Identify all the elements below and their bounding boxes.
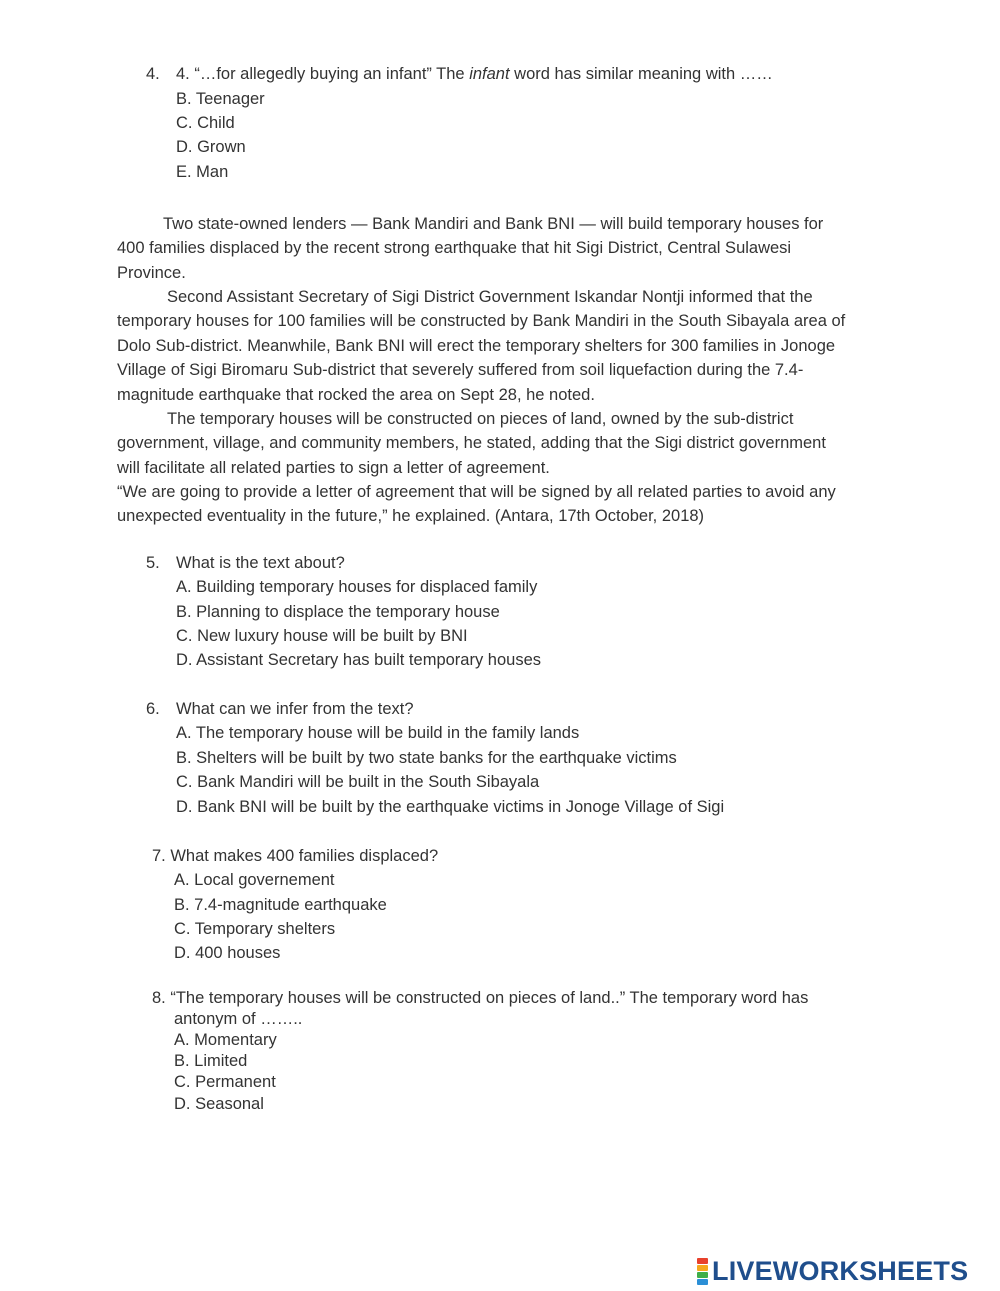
question-5-option[interactable]: D. Assistant Secretary has built temporary houses — [176, 651, 541, 669]
question-4-option[interactable]: D. Grown — [176, 138, 246, 156]
question-6-option[interactable]: B. Shelters will be built by two state banks for the earthquake victims — [176, 749, 677, 767]
logo-block-i — [697, 1265, 708, 1271]
passage-line: Province. — [117, 263, 186, 282]
passage-line: temporary houses for 100 families will be constructed by Bank Mandiri in the South Sibayala area of — [117, 312, 846, 331]
question-8-stem-line-2: antonym of …….. — [174, 1010, 303, 1028]
question-4-option[interactable]: E. Man — [176, 163, 229, 181]
passage-paragraph-2 — [117, 285, 877, 407]
logo-text: LIVEWORKSHEETS — [712, 1255, 969, 1286]
question-7-option[interactable]: B. 7.4-magnitude earthquake — [174, 896, 387, 914]
question-4-number: 4. — [146, 65, 160, 83]
question-6-stem: What can we infer from the text? — [176, 700, 414, 718]
question-7-option[interactable]: A. Local governement — [174, 871, 335, 889]
question-4-stem-emphasis: infant — [469, 65, 510, 83]
passage-line: The temporary houses will be constructed on pieces of land, owned by the sub-district — [167, 410, 794, 428]
question-5-option[interactable]: C. New luxury house will be built by BNI — [176, 627, 468, 645]
passage-line: unexpected eventuality in the future,” he explained. (Antara, 17th October, 2018) — [117, 507, 705, 526]
logo-blocks-icon — [697, 1258, 708, 1285]
question-6-option[interactable]: C. Bank Mandiri will be built in the South Sibayala — [176, 773, 540, 791]
question-8-option[interactable]: D. Seasonal — [174, 1095, 264, 1113]
passage-line: 400 families displaced by the recent strong earthquake that hit Sigi District, Central Sulawesi — [117, 239, 792, 258]
question-5-option[interactable]: A. Building temporary houses for displaced family — [176, 578, 538, 596]
question-4-option[interactable]: C. Child — [176, 114, 235, 132]
question-4-option[interactable]: B. Teenager — [176, 90, 265, 108]
question-7-option[interactable]: C. Temporary shelters — [174, 920, 336, 938]
passage-line: Second Assistant Secretary of Sigi District Government Iskandar Nontji informed that the — [167, 288, 813, 306]
question-7-stem: 7. What makes 400 families displaced? — [152, 847, 439, 865]
question-6-option[interactable]: A. The temporary house will be build in the family lands — [176, 724, 580, 742]
logo-block-e — [697, 1279, 708, 1285]
passage-line: magnitude earthquake that rocked the area on Sept 28, he noted. — [117, 385, 595, 404]
passage-paragraph-4 — [117, 480, 877, 529]
passage-line: Two state-owned lenders — Bank Mandiri and Bank BNI — will build temporary houses for — [163, 215, 824, 233]
question-4-stem-post: word has similar meaning with …… — [509, 65, 773, 83]
question-8-option[interactable]: A. Momentary — [174, 1031, 277, 1049]
passage-paragraph-1 — [117, 212, 877, 285]
question-5-option[interactable]: B. Planning to displace the temporary house — [176, 603, 500, 621]
question-5-number: 5. — [146, 554, 160, 572]
passage-line: Dolo Sub-district. Meanwhile, Bank BNI will erect the temporary shelters for 300 families in Jonoge — [117, 336, 836, 355]
question-4-stem-pre: 4. “…for allegedly buying an infant” The — [176, 65, 470, 83]
logo-block-l — [697, 1258, 708, 1264]
question-4-stem — [176, 65, 773, 84]
liveworksheets-logo — [697, 1256, 968, 1286]
question-8-option[interactable]: B. Limited — [174, 1052, 248, 1070]
logo-block-v — [697, 1272, 708, 1278]
question-8-option[interactable]: C. Permanent — [174, 1073, 276, 1091]
question-5-stem: What is the text about? — [176, 554, 345, 572]
question-8-stem-line-1: 8. “The temporary houses will be constructed on pieces of land..” The temporary word has — [152, 989, 809, 1007]
question-6-number: 6. — [146, 700, 160, 718]
question-7-option[interactable]: D. 400 houses — [174, 944, 281, 962]
question-6-option[interactable]: D. Bank BNI will be built by the earthquake victims in Jonoge Village of Sigi — [176, 798, 725, 816]
passage-line: “We are going to provide a letter of agreement that will be signed by all related parties to avoid any — [117, 483, 836, 501]
passage-paragraph-3 — [117, 407, 877, 480]
passage-line: will facilitate all related parties to sign a letter of agreement. — [117, 458, 550, 477]
passage-line: Village of Sigi Biromaru Sub-district that severely suffered from soil liquefaction during the 7.4- — [117, 361, 804, 380]
passage-line: government, village, and community members, he stated, adding that the Sigi district government — [117, 434, 826, 453]
